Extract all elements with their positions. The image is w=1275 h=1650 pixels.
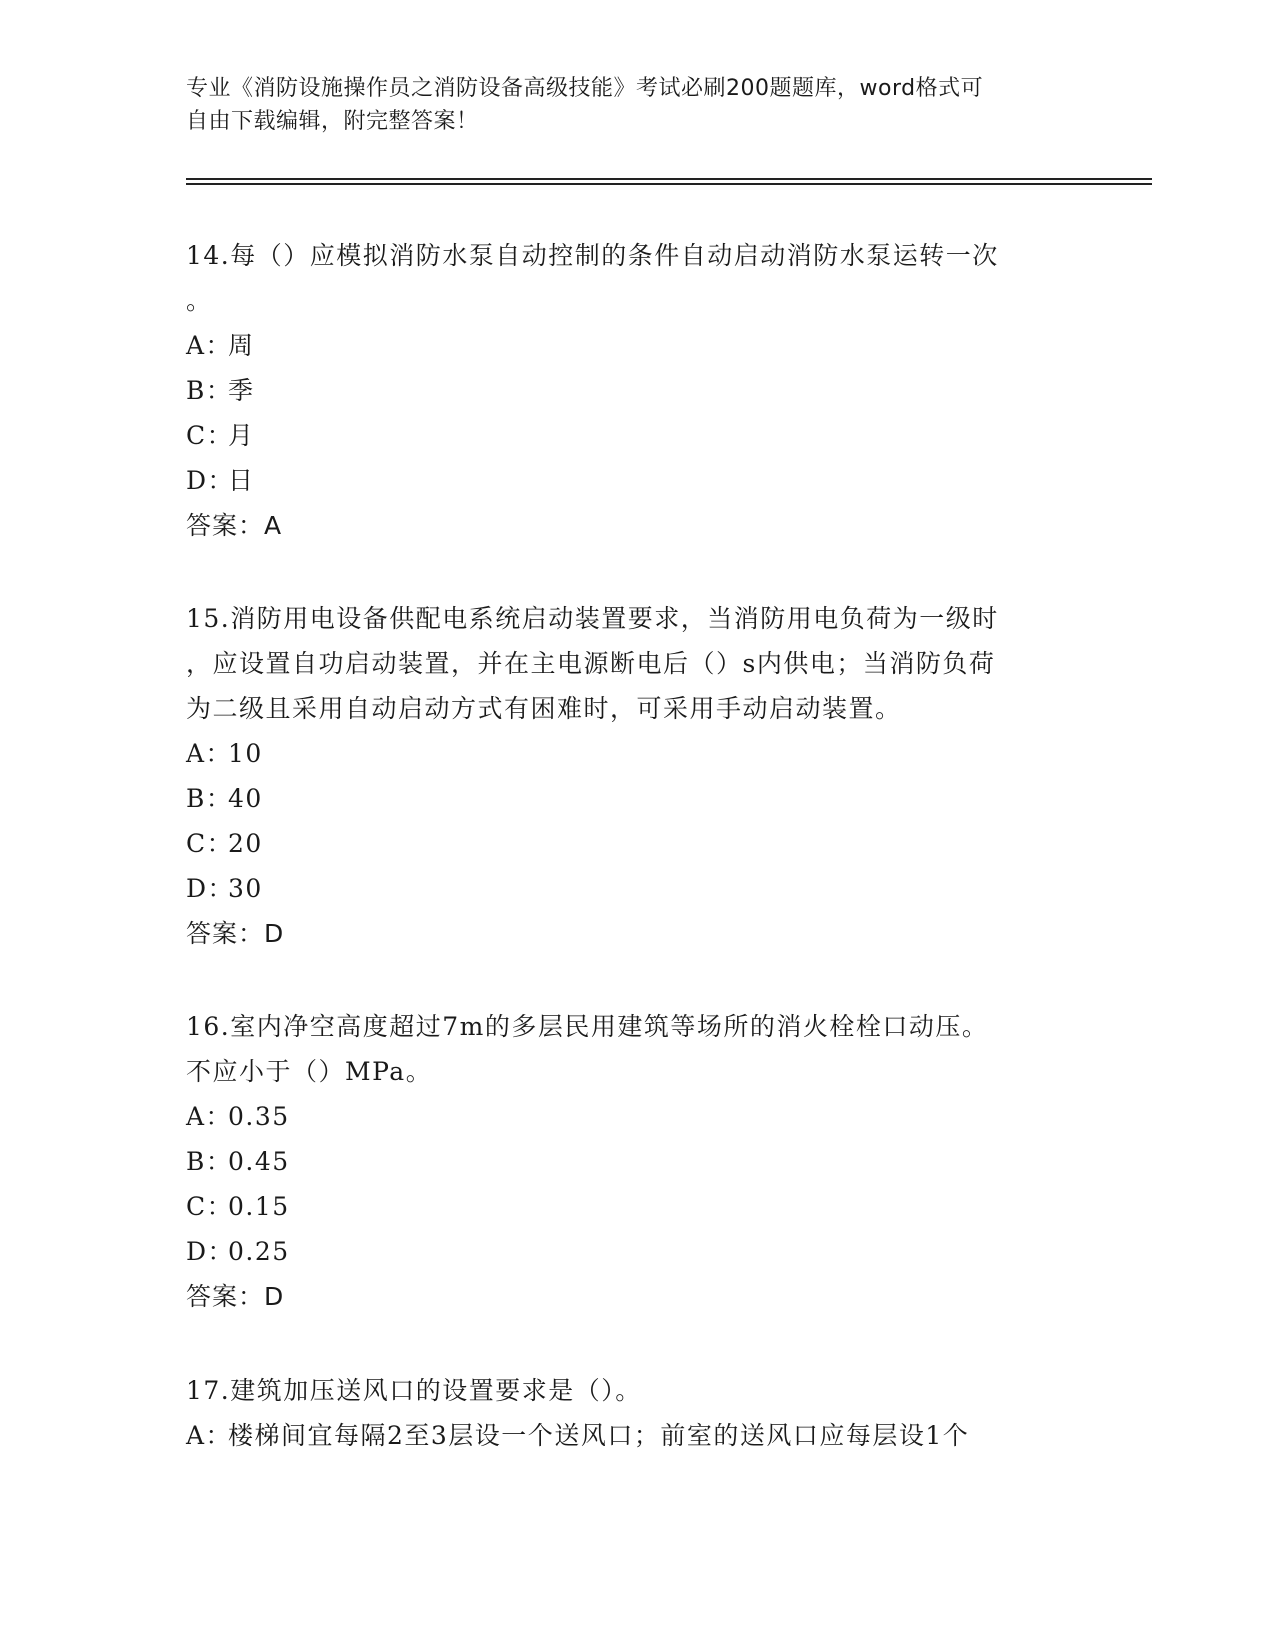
option-text: 楼梯间宜每隔2至3层设一个送风口；前室的送风口应每层设1个 <box>228 1421 970 1450</box>
question-stem-line: 不应小于（）MPa。 <box>186 1057 433 1086</box>
header-divider-top <box>186 178 1152 180</box>
option-text: 30 <box>228 874 263 903</box>
option-text: 40 <box>228 784 263 813</box>
question-17 <box>186 1368 1086 1458</box>
option-text: 0.15 <box>228 1192 290 1221</box>
option-letter: D： <box>186 1237 235 1266</box>
option-a <box>186 1413 1086 1458</box>
option-b <box>186 368 1086 413</box>
option-a <box>186 1094 1086 1139</box>
option-c <box>186 821 1086 866</box>
option-text: 20 <box>228 829 263 858</box>
option-a <box>186 323 1086 368</box>
header-divider-bottom <box>186 183 1152 185</box>
option-letter: A： <box>186 1102 233 1131</box>
header-line-2: 自由下载编辑，附完整答案！ <box>186 109 479 134</box>
option-c <box>186 1184 1086 1229</box>
option-text: 季 <box>228 376 255 405</box>
option-letter: B： <box>186 1147 233 1176</box>
option-a <box>186 731 1086 776</box>
option-letter: A： <box>186 331 233 360</box>
question-stem-line: 15.消防用电设备供配电系统启动装置要求，当消防用电负荷为一级时 <box>186 604 999 633</box>
option-text: 0.35 <box>228 1102 290 1131</box>
option-letter: D： <box>186 466 235 495</box>
option-letter: D： <box>186 874 235 903</box>
option-c <box>186 413 1086 458</box>
question-stem-line: 14.每（）应模拟消防水泵自动控制的条件自动启动消防水泵运转一次 <box>186 241 999 270</box>
option-letter: C： <box>186 421 234 450</box>
question-stem-line: 为二级且采用自动启动方式有困难时，可采用手动启动装置。 <box>186 694 902 723</box>
header-line-1: 专业《消防设施操作员之消防设备高级技能》考试必刷200题题库，word格式可 <box>186 76 984 101</box>
option-text: 月 <box>228 421 255 450</box>
option-letter: B： <box>186 376 233 405</box>
option-letter: B： <box>186 784 233 813</box>
option-text: 10 <box>228 739 263 768</box>
option-text: 0.45 <box>228 1147 290 1176</box>
option-d <box>186 1229 1086 1274</box>
question-14 <box>186 233 1086 548</box>
option-b <box>186 1139 1086 1184</box>
question-stem-line: ，应设置自功启动装置，并在主电源断电后（）s内供电；当消防负荷 <box>186 649 996 678</box>
option-b <box>186 776 1086 821</box>
answer-line: 答案：D <box>186 919 285 948</box>
option-text: 0.25 <box>228 1237 290 1266</box>
option-letter: C： <box>186 829 234 858</box>
question-stem-line: 16.室内净空高度超过7m的多层民用建筑等场所的消火栓栓口动压。 <box>186 1012 989 1041</box>
option-d <box>186 458 1086 503</box>
option-letter: A： <box>186 739 233 768</box>
question-stem-line: 17.建筑加压送风口的设置要求是（）。 <box>186 1376 642 1405</box>
answer-line: 答案：A <box>186 511 283 540</box>
option-text: 日 <box>228 466 255 495</box>
question-stem-line: 。 <box>186 286 213 315</box>
question-16 <box>186 1004 1086 1319</box>
question-15 <box>186 596 1086 956</box>
option-text: 周 <box>228 331 255 360</box>
option-letter: C： <box>186 1192 234 1221</box>
option-letter: A： <box>186 1421 233 1450</box>
document-header <box>186 72 1086 138</box>
option-d <box>186 866 1086 911</box>
answer-line: 答案：D <box>186 1282 285 1311</box>
